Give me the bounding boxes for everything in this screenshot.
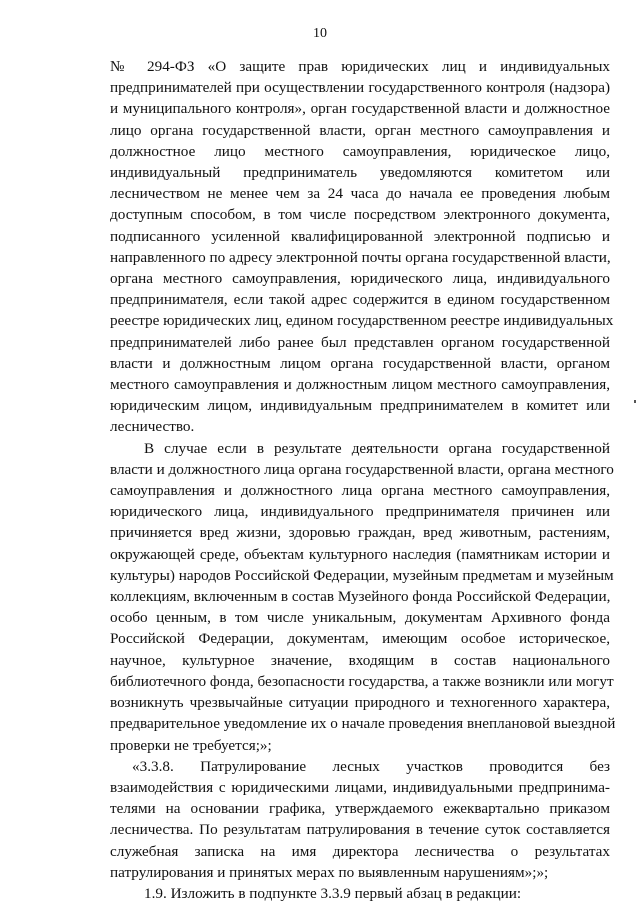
text-line: должностное лицо местного самоуправления, юридическое лицо, bbox=[110, 142, 610, 160]
text-line: служебная записка на имя директора лесничества о результатах bbox=[110, 842, 610, 860]
document-body bbox=[110, 56, 616, 904]
paragraph-4 bbox=[110, 883, 610, 904]
text-line: предпринимателей либо ранее был представлен органом государственной bbox=[110, 333, 610, 351]
text-line: взаимодействия с юридическими лицами, индивидуальными предпринима- bbox=[110, 778, 610, 796]
text-line: индивидуальный предприниматель уведомляются комитетом или bbox=[110, 164, 610, 182]
text-line: органа местного самоуправления, юридического лица, индивидуального bbox=[110, 270, 610, 288]
scan-mark bbox=[634, 400, 636, 403]
text-line: власти и должностного лица органа государственной власти, органа местного bbox=[110, 460, 614, 478]
text-line: юридического лица, индивидуального предпринимателя причинен или bbox=[110, 503, 610, 521]
text-line: и муниципального контроля», орган государственной власти и должностное bbox=[110, 100, 610, 118]
text-line: причиняется вред жизни, здоровью граждан, вред животным, растениям, bbox=[110, 524, 610, 542]
paragraph-1 bbox=[110, 56, 614, 438]
text-line: телями на основании графика, утверждаемого ежеквартально приказом bbox=[110, 800, 610, 818]
text-line: «3.3.8. Патрулирование лесных участков проводится без bbox=[132, 757, 610, 775]
text-line: коллекциям, включенным в состав Музейного фонда Российской Федерации, bbox=[110, 588, 611, 606]
text-line: культуры) народов Российской Федерации, музейным предметам и музейным bbox=[110, 566, 614, 584]
text-line: библиотечного фонда, безопасности государства, а также возникли или могут bbox=[110, 672, 614, 690]
text-line: проверки не требуется;»; bbox=[110, 736, 272, 754]
text-line: направленного по адресу электронной почты органа государственной власти, bbox=[110, 248, 611, 266]
text-line: реестре юридических лиц, едином государственном реестре индивидуальных bbox=[110, 312, 614, 330]
text-line: лесничеством не менее чем за 24 часа до начала ее проведения любым bbox=[110, 185, 610, 203]
paragraph-3 bbox=[110, 756, 610, 883]
paragraph-2 bbox=[110, 438, 616, 756]
text-line: патрулирования и принятых мерах по выявленным нарушениям»;»; bbox=[110, 863, 549, 881]
text-line: юридическим лицом, индивидуальным предпринимателем в комитет или bbox=[110, 397, 610, 415]
text-line: научное, культурное значение, входящим в состав национального bbox=[110, 651, 610, 669]
text-line: Российской Федерации, документам, имеющим особое историческое, bbox=[110, 630, 610, 648]
text-line: окружающей среде, объектам культурного наследия (памятникам истории и bbox=[110, 545, 610, 563]
text-line: В случае если в результате деятельности органа государственной bbox=[144, 439, 610, 457]
text-line: 1.9. Изложить в подпункте 3.3.9 первый абзац в редакции: bbox=[144, 884, 522, 902]
text-line: самоуправления и должностного лица органа местного самоуправления, bbox=[110, 482, 610, 500]
text-line: предварительное уведомление их о начале проведения внеплановой выездной bbox=[110, 715, 616, 733]
text-line: местного самоуправления и должностным лицом местного самоуправления, bbox=[110, 376, 610, 394]
text-line: предпринимателей при осуществлении государственного контроля (надзора) bbox=[110, 79, 610, 97]
text-line: доступным способом, в том числе посредством электронного документа, bbox=[110, 206, 610, 224]
text-line: лесничество. bbox=[110, 418, 195, 436]
text-line: лесничества. По результатам патрулирования в течение суток составляется bbox=[110, 821, 610, 839]
text-line: возникнуть чрезвычайные ситуации природного и техногенного характера, bbox=[110, 694, 610, 712]
text-line: предпринимателя, если такой адрес содержится в едином государственном bbox=[110, 291, 610, 309]
text-line: особо ценным, в том числе уникальным, документам Архивного фонда bbox=[110, 609, 610, 627]
text-line: лицо органа государственной власти, орган местного самоуправления и bbox=[110, 121, 610, 139]
text-line: власти и должностным лицом органа государственной власти, органом bbox=[110, 354, 610, 372]
text-line: подписанного усиленной квалифицированной электронной подписью и bbox=[110, 227, 610, 245]
text-line: № 294-ФЗ «О защите прав юридических лиц и индивидуальных bbox=[110, 58, 610, 75]
page-number: 10 bbox=[313, 26, 327, 41]
